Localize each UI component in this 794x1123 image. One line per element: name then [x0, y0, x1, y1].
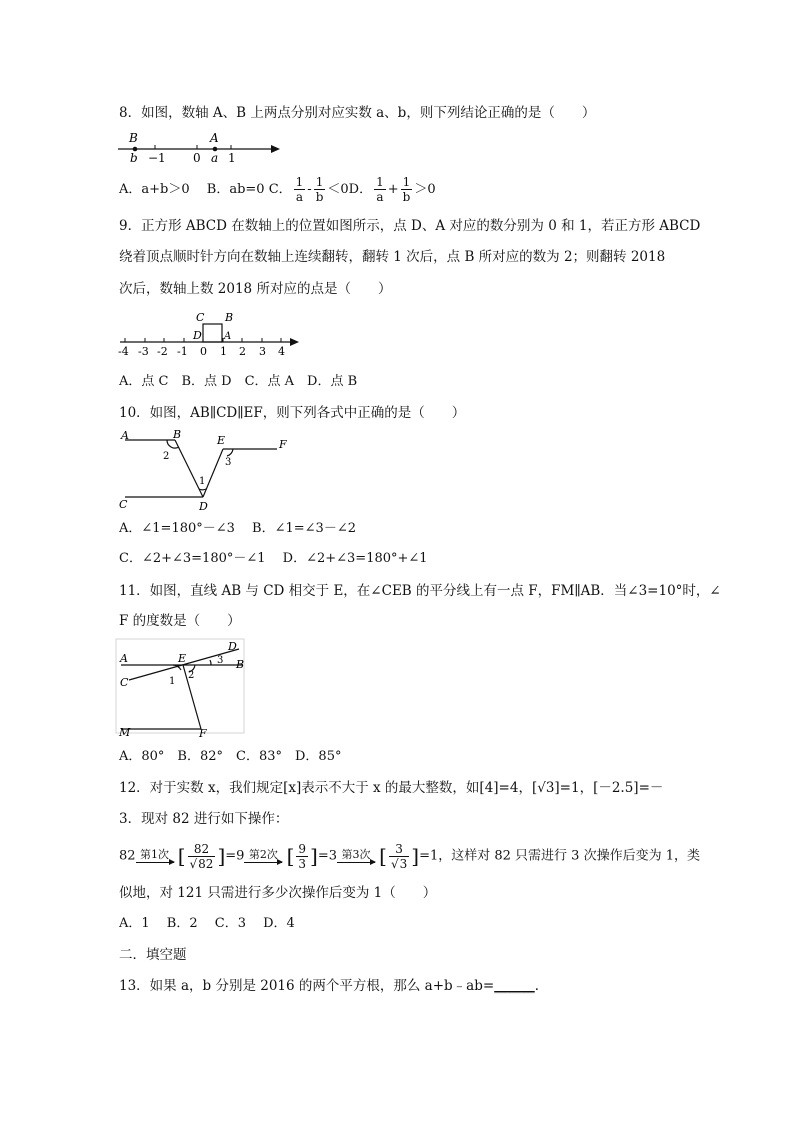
q8-frac-1-over-b-d: $\frac{1}{b}$	[402, 175, 411, 204]
q8-options: A．a+b＞0 B．ab=0 C． $\frac{1}{a}$ - $\frac{1}{b}$ ＜0D． $\frac{1}{a}$ + $\frac{1}{b}$ ＞0	[119, 175, 436, 204]
q10-label-C: C	[119, 498, 128, 511]
section-heading: 二．填空题	[119, 947, 187, 963]
q11-angle-1: 1	[169, 676, 176, 687]
q11-label-D: D	[228, 640, 237, 653]
q9-label-D: D	[193, 329, 202, 342]
q12-line2: 3．现对 82 进行如下操作：	[119, 811, 289, 827]
q13-line: 13．如果 a，b 分别是 2016 的两个平方根，那么 a+b﹣ab=______．	[119, 978, 549, 994]
q10-angle-3: 3	[225, 457, 232, 468]
q8-option-c-prefix: C．	[268, 182, 292, 197]
q10-angle-2: 2	[163, 451, 170, 462]
q9-label-A: A	[224, 331, 232, 342]
q11-label-E: E	[178, 652, 187, 665]
q12-line4: 似地，对 121 只需进行多少次操作后变为 1（ ）	[119, 885, 437, 901]
q11-options: A．80° B．82° C．83° D．85°	[119, 749, 342, 764]
q9-tick-label: 0	[200, 345, 207, 358]
q12-frac2: $\frac{9}{3}$	[298, 841, 307, 871]
q12-step1-arrow: 第1次	[136, 849, 174, 863]
q9-options: A．点 C B．点 D C．点 A D．点 B	[119, 374, 358, 389]
q11-label-A: A	[120, 652, 128, 665]
q12-frac3: $\frac{3}{√3}$	[390, 841, 408, 871]
q10-label-E: E	[217, 434, 226, 447]
q10-parallel-lines-figure	[115, 426, 295, 514]
q13-text: 13．如果 a，b 分别是 2016 的两个平方根，那么 a+b﹣ab=	[119, 978, 495, 994]
q11-angle-3: 3	[217, 655, 224, 666]
q8-label-neg1: −1	[148, 151, 166, 165]
q12-frac1: $\frac{82}{√82}$	[189, 841, 214, 871]
q12-line1: 12．对于实数 x，我们规定[x]表示不大于 x 的最大整数，如[4]=4，[√3]=1，[－2.5]=－	[119, 780, 664, 796]
q12-step3-arrow: 第3次	[337, 849, 375, 863]
q8-label-a: a	[211, 151, 219, 165]
q8-label-B: B	[129, 131, 138, 145]
q11-angle-2: 2	[188, 670, 195, 681]
q11-label-B: B	[236, 658, 245, 671]
q10-options-line1: A．∠1=180°－∠3 B．∠1=∠3－∠2	[119, 521, 356, 536]
q8-option-c-suffix: ＜0	[327, 182, 349, 197]
q8-label-b: b	[130, 151, 138, 165]
q12-result1: =9	[225, 848, 245, 864]
q11-label-M: M	[119, 726, 131, 738]
q12-options: A．1 B．2 C．3 D．4	[119, 916, 295, 931]
q12-start-value: 82	[119, 848, 136, 864]
q9-tick-label: 1	[220, 345, 227, 358]
q10-label-B: B	[173, 428, 182, 441]
q8-option-a: A．a+b＞0	[119, 182, 190, 197]
q8-frac-1-over-b: $\frac{1}{b}$	[315, 175, 324, 204]
q8-option-d-prefix: D．	[348, 182, 373, 197]
q9-square-number-line-figure	[115, 308, 305, 358]
q8-label-A: A	[210, 131, 219, 145]
q12-operation-line: 82 第1次 [ $\frac{82}{√82}$ ]=9 第2次 [ $\frac{9}{3}$ ]=3 第3次 [ $\frac{3}{√3}$ ]=1，这样对 82 只需进行 3 次操作后变为 1，类	[119, 841, 700, 871]
q10-text: 10．如图，AB∥CD∥EF，则下列各式中正确的是（ ）	[119, 405, 466, 421]
q9-tick-label: -4	[118, 345, 129, 358]
q11-intersecting-lines-figure	[115, 638, 250, 738]
q8-number-line-figure	[115, 130, 285, 166]
q11-label-C: C	[120, 676, 129, 689]
q8-label-one: 1	[228, 151, 236, 165]
q8-option-b: B．ab=0	[206, 182, 265, 197]
q8-label-zero: 0	[193, 151, 201, 165]
q13-answer-blank[interactable]: ______	[494, 978, 535, 994]
q9-tick-label: 4	[278, 345, 285, 358]
q9-tick-label: -1	[177, 345, 188, 358]
q12-result3: =1，这样对 82 只需进行 3 次操作后变为 1，类	[419, 848, 700, 864]
q9-label-C: C	[196, 311, 205, 324]
q9-label-B: B	[225, 311, 234, 324]
q9-tick-label: -3	[138, 345, 149, 358]
q10-options-line2: C．∠2+∠3=180°－∠1 D．∠2+∠3=180°+∠1	[119, 551, 428, 566]
q8-frac-1-over-a-d: $\frac{1}{a}$	[376, 175, 384, 204]
q12-result2: =3	[317, 848, 337, 864]
q11-label-F: F	[199, 727, 207, 738]
q8-option-d-suffix: ＞0	[414, 182, 436, 197]
q12-step2-arrow: 第2次	[244, 849, 282, 863]
q10-label-A: A	[121, 429, 129, 442]
q9-tick-label: 2	[239, 345, 246, 358]
q8-frac-1-over-a: $\frac{1}{a}$	[295, 175, 304, 204]
q11-line2: F 的度数是（ ）	[119, 613, 241, 629]
q9-line1: 9．正方形 ABCD 在数轴上的位置如图所示，点 D、A 对应的数分别为 0 和 1，若正方形 ABCD	[119, 218, 701, 234]
q9-line2: 绕着顶点顺时针方向在数轴上连续翻转，翻转 1 次后，点 B 所对应的数为 2；则翻转 2018	[119, 249, 666, 265]
q9-tick-label: -2	[157, 345, 168, 358]
q9-line3: 次后，数轴上数 2018 所对应的点是（ ）	[119, 281, 392, 297]
q10-label-D: D	[199, 500, 208, 513]
q9-tick-label: 3	[259, 345, 266, 358]
q10-label-F: F	[279, 438, 287, 451]
q8-text: 8．如图，数轴 A、B 上两点分别对应实数 a、b，则下列结论正确的是（ ）	[119, 105, 596, 121]
q11-line1: 11．如图，直线 AB 与 CD 相交于 E，在∠CEB 的平分线上有一点 F，FM∥AB．当∠3=10°时，∠	[119, 583, 721, 599]
q10-angle-1: 1	[199, 476, 206, 487]
